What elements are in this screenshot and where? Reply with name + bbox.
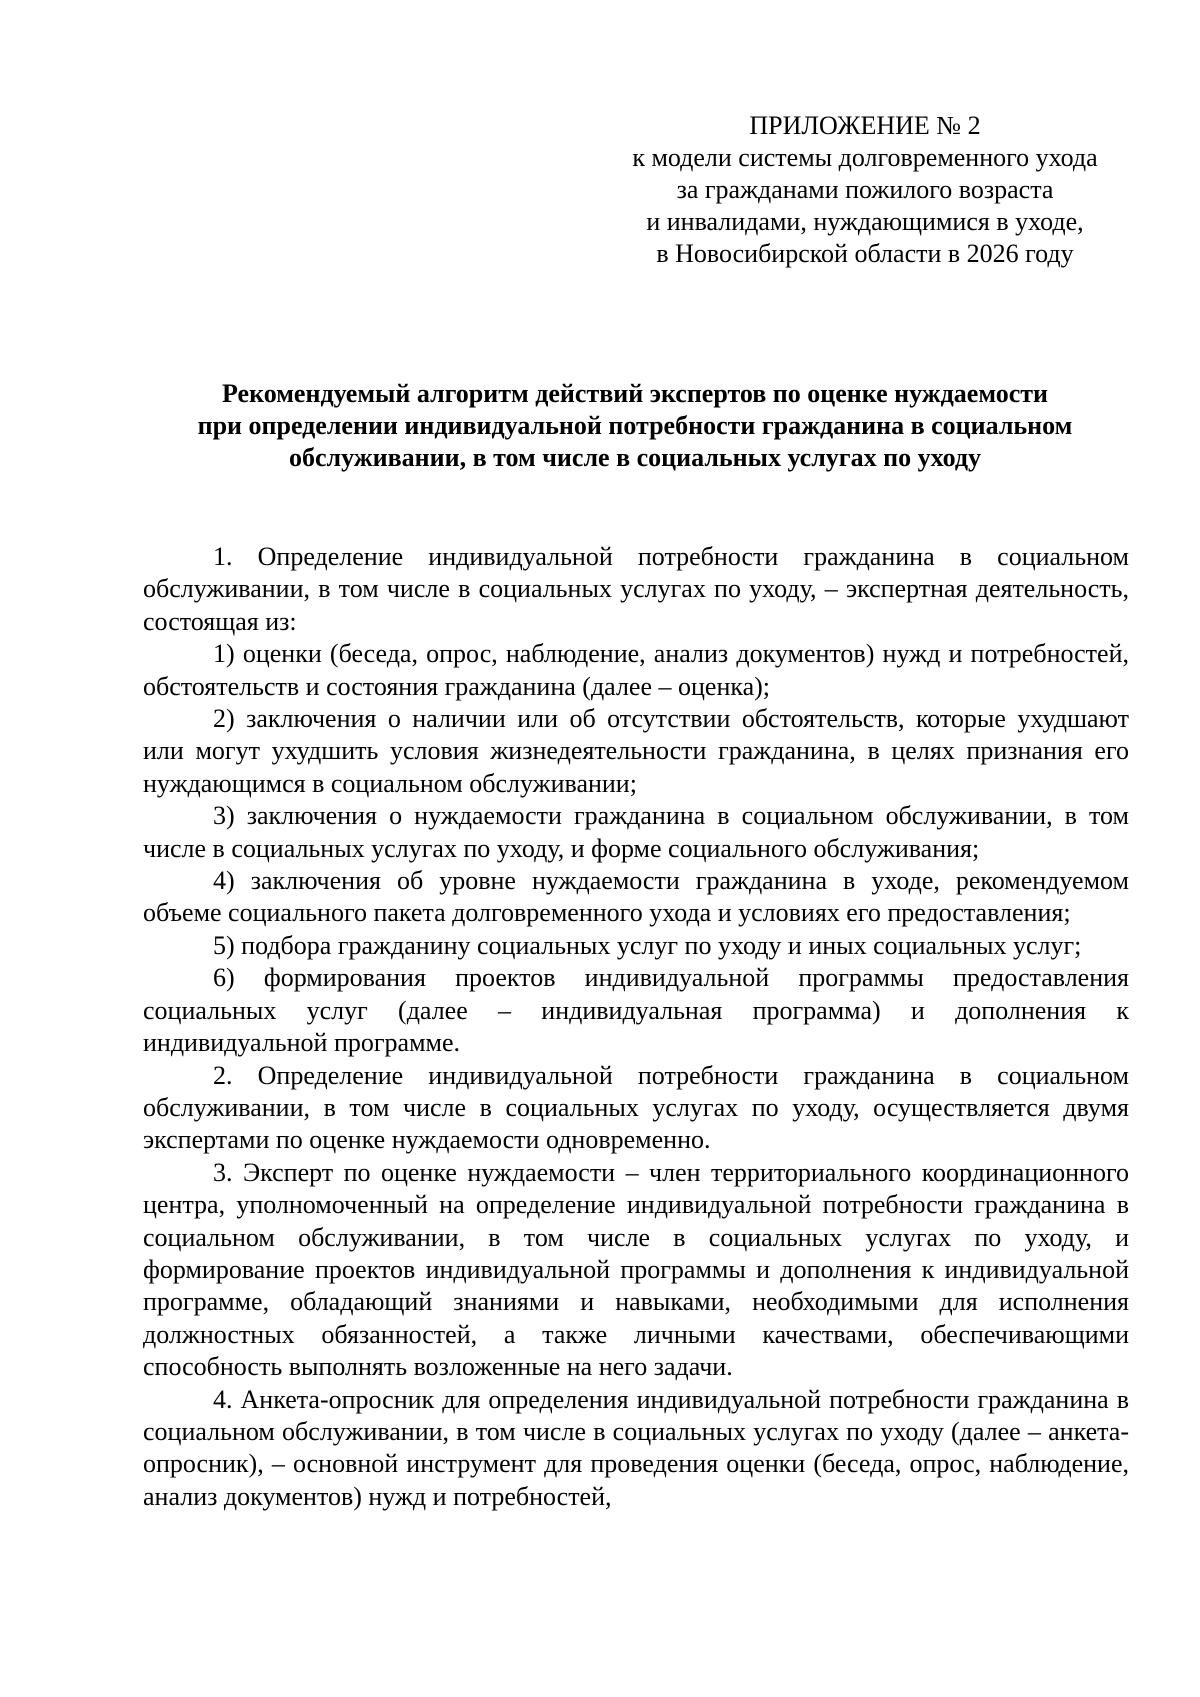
appendix-line: за гражданами пожилого возраста bbox=[676, 175, 1054, 204]
appendix-line: к модели системы долговременного ухода bbox=[632, 143, 1098, 172]
document-title bbox=[160, 378, 1110, 474]
paragraph-4: 4. Анкета-опросник для определения индивидуальной потребности гражданина в социальном обслуживании, в том числе в социальных услугах по уходу (далее – анкета-опросник), – основной инструмент для проведения оценки (беседа, опрос, наблюдение, анализ документов) нужд и потребностей, bbox=[143, 1384, 1129, 1511]
appendix-line: в Новосибирской области в 2026 году bbox=[656, 239, 1074, 268]
list-item-6: 6) формирования проектов индивидуальной программы предоставления социальных услуг (далее – индивидуальная программа) и дополнения к индивидуальной программе. bbox=[143, 963, 1129, 1058]
title-line: обслуживании, в том числе в социальных услугах по уходу bbox=[288, 443, 981, 472]
appendix-header bbox=[600, 110, 1130, 270]
paragraph-1: 1. Определение индивидуальной потребности гражданина в социальном обслуживании, в том числе в социальных услугах по уходу, – экспертная деятельность, состоящая из: bbox=[143, 542, 1129, 636]
paragraph-2: 2. Определение индивидуальной потребности гражданина в социальном обслуживании, в том числе в социальных услугах по уходу, осуществляется двумя экспертами по оценке нуждаемости одновременно. bbox=[143, 1060, 1129, 1155]
appendix-line: и инвалидами, нуждающимися в уходе, bbox=[646, 207, 1084, 236]
list-item-5: 5) подбора гражданину социальных услуг по уходу и иных социальных услуг; bbox=[213, 930, 1082, 960]
list-item-1: 1) оценки (беседа, опрос, наблюдение, анализ документов) нужд и потребностей, обстоятельств и состояния гражданина (далее – оценка); bbox=[143, 639, 1129, 701]
paragraph-3: 3. Эксперт по оценке нуждаемости – член территориального координационного центра, уполномоченный на определение индивидуальной потребности гражданина в социальном обслуживании, в том числе в социальных услугах по уходу, и формирование проектов индивидуальной программы и дополнения к индивидуальной программе, обладающий знаниями и навыками, необходимыми для исполнения должностных обязанностей, а также личными качествами, обеспечивающими способность выполнять возложенные на него задачи. bbox=[143, 1157, 1129, 1382]
document-body bbox=[143, 541, 1129, 1513]
title-line: Рекомендуемый алгоритм действий экспертов по оценке нуждаемости bbox=[222, 379, 1048, 408]
title-line: при определении индивидуальной потребности гражданина в социальном bbox=[197, 411, 1073, 440]
list-item-2: 2) заключения о наличии или об отсутствии обстоятельств, которые ухудшают или могут ухудшить условия жизнедеятельности гражданина, в целях признания его нуждающимся в социальном обслуживании; bbox=[143, 704, 1129, 798]
appendix-number: ПРИЛОЖЕНИЕ № 2 bbox=[749, 111, 981, 140]
list-item-4: 4) заключения об уровне нуждаемости гражданина в уходе, рекомендуемом объеме социального пакета долговременного ухода и условиях его предоставления; bbox=[143, 866, 1129, 928]
list-item-3: 3) заключения о нуждаемости гражданина в социальном обслуживании, в том числе в социальных услугах по уходу, и форме социального обслуживания; bbox=[143, 801, 1129, 863]
